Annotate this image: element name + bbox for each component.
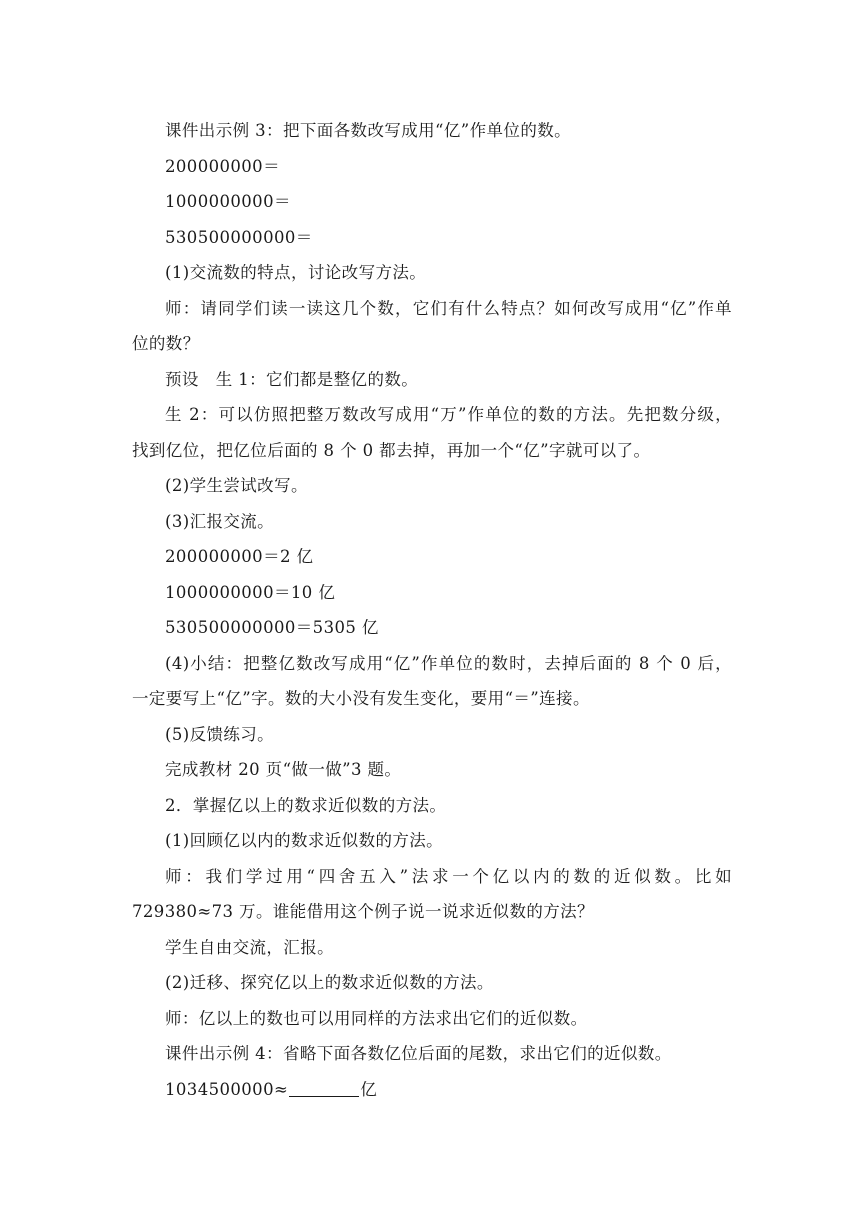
paragraph-list — [132, 113, 732, 1072]
text-line: 1000000000＝ — [165, 192, 291, 211]
text-line: (5)反馈练习。 — [165, 724, 275, 744]
text-line: 课件出示例 3：把下面各数改写成用“亿”作单位的数。 — [165, 121, 572, 140]
text-line: (1)交流数的特点，讨论改写方法。 — [165, 263, 427, 282]
text-line: 530500000000＝ — [165, 227, 313, 247]
text-line: (2)学生尝试改写。 — [165, 476, 308, 495]
text-line: 729380≈73 万。谁能借用这个例子说一说求近似数的方法？ — [132, 902, 594, 921]
text-line: 找到亿位，把亿位后面的 8 个 0 都去掉，再加一个“亿”字就可以了。 — [132, 440, 651, 460]
text-line: (3)汇报交流。 — [165, 511, 275, 531]
text-line: (4)小结：把整亿数改写成用“亿”作单位的数时，去掉后面的 8 个 0 后， — [165, 653, 732, 673]
text-line: 200000000＝2 亿 — [165, 547, 314, 566]
document-body — [132, 113, 732, 1107]
text-line: 位的数？ — [132, 334, 200, 353]
exercise-number: 1034500000≈ — [165, 1079, 289, 1099]
text-line: 课件出示例 4：省略下面各数亿位后面的尾数，求出它们的近似数。 — [165, 1044, 672, 1063]
text-line: (2)迁移、探究亿以上的数求近似数的方法。 — [165, 973, 494, 992]
text-line: 师：请同学们读一读这几个数，它们有什么特点？如何改写成用“亿”作单 — [165, 298, 732, 318]
answer-blank[interactable] — [289, 1080, 359, 1097]
text-line: 200000000＝ — [165, 156, 280, 176]
text-line: 一定要写上“亿”字。数的大小没有发生变化，要用“＝”连接。 — [132, 689, 590, 708]
exercise-line — [132, 1072, 732, 1108]
text-line: 预设 生 1：它们都是整亿的数。 — [165, 369, 419, 389]
text-line: 学生自由交流，汇报。 — [165, 937, 334, 957]
text-line: (1)回顾亿以内的数求近似数的方法。 — [165, 831, 444, 850]
text-line: 师：亿以上的数也可以用同样的方法求出它们的近似数。 — [165, 1008, 588, 1028]
text-line: 530500000000＝5305 亿 — [165, 618, 379, 637]
text-line: 完成教材 20 页“做一做”3 题。 — [165, 760, 402, 779]
text-line: 1000000000＝10 亿 — [165, 582, 336, 602]
text-line: 2．掌握亿以上的数求近似数的方法。 — [165, 795, 447, 815]
text-line: 生 2：可以仿照把整万数改写成用“万”作单位的数的方法。先把数分级， — [165, 405, 732, 424]
text-line: 师：我们学过用“四舍五入”法求一个亿以内的数的近似数。比如 — [165, 866, 732, 886]
exercise-unit: 亿 — [360, 1079, 378, 1099]
